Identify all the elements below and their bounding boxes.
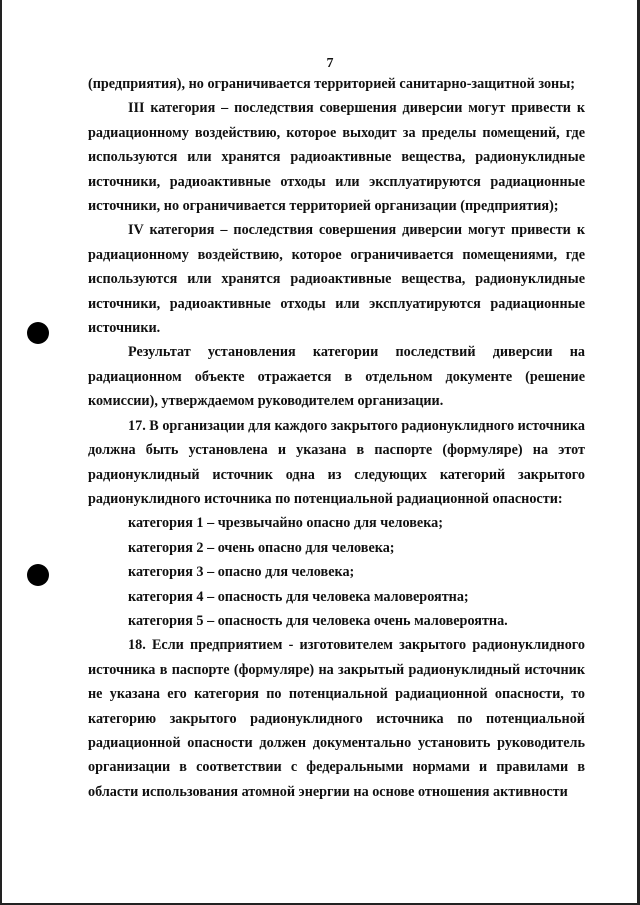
page-number: 7: [326, 56, 334, 71]
page-edge-left: [0, 0, 2, 905]
paragraph-18: 18. Если предприятием - изготовителем закрытого радионуклидного источника в паспорте (формуляре) на закрытый радионуклидный источник не указана его категория по потенциальной радиационной опасности, то категорию закрытого радионуклидного источника по потенциальной радиационной опасности должен документально установить руководитель организации в соответствии с федеральными нормами и правилами в области использования атомной энергии на основе отношения активности: [88, 637, 585, 800]
punch-hole-lower: [27, 564, 49, 586]
category-item-3: категория 3 – опасно для человека;: [128, 564, 355, 581]
category-item-5: категория 5 – опасность для человека очень маловероятна.: [128, 612, 508, 629]
paragraph-category-iv: IV категория – последствия совершения диверсии могут привести к радиационному воздействию, которое ограничивается помещениями, где используются или хранятся радиоактивные вещества, радионуклидные источники, радиоактивные отходы или эксплуатируются радиационные источники.: [88, 222, 585, 337]
paragraph-continuation: (предприятия), но ограничивается территорией санитарно-защитной зоны;: [88, 76, 576, 92]
paragraph-result: Результат установления категории последствий диверсии на радиационном объекте отражается в отдельном документе (решение комиссии), утверждаемом руководителем организации.: [88, 344, 585, 410]
punch-hole-upper: [27, 322, 49, 344]
category-item-1: категория 1 – чрезвычайно опасно для человека;: [128, 515, 443, 532]
category-item-2: категория 2 – очень опасно для человека;: [128, 539, 395, 556]
category-item-4: категория 4 – опасность для человека маловероятна;: [128, 588, 469, 605]
document-body: [88, 72, 585, 804]
paragraph-category-iii: III категория – последствия совершения диверсии могут привести к радиационному воздействию, которое выходит за пределы помещений, где используются или хранятся радиоактивные вещества, радионуклидные источники, радиоактивные отходы или эксплуатируются радиационные источники, но ограничивается территорией организации (предприятия);: [88, 100, 585, 215]
paragraph-17: 17. В организации для каждого закрытого радионуклидного источника должна быть установлена и указана в паспорте (формуляре) на этот радионуклидный источник одна из следующих категорий закрытого радионуклидного источника по потенциальной радиационной опасности:: [88, 417, 585, 507]
